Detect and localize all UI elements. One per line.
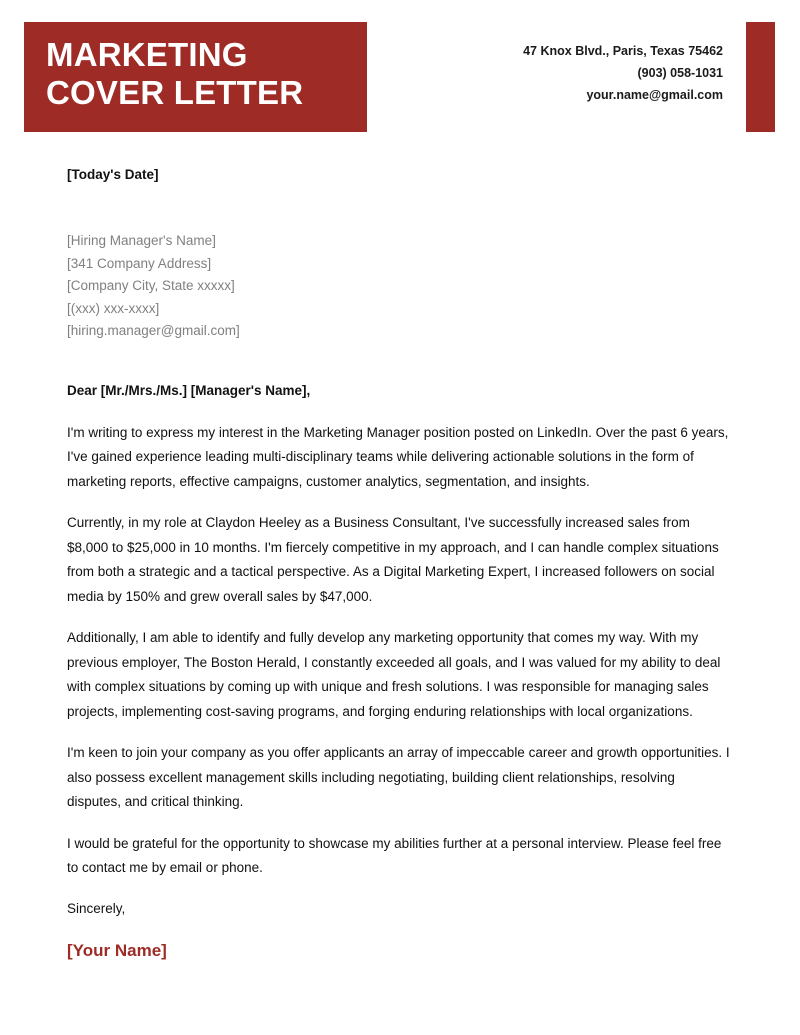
letter-paragraph-3: Additionally, I am able to identify and fully develop any marketing opportunity that comes my way. With my previous employer, The Boston Herald, I constantly exceeded all goals, and I was valued for my ability to deal with complex situations by coming up with unique and fresh solutions. I was responsible for managing sales projects, implementing cost-saving programs, and forging enduring relationships with local organizations. bbox=[67, 630, 721, 719]
recipient-city-state-zip: [Company City, State xxxxx] bbox=[67, 278, 235, 293]
letter-paragraph-1: I'm writing to express my interest in the Marketing Manager position posted on LinkedIn. Over the past 6 years, I've gained experience leading multi-disciplinary teams while delivering actionable solutions in the form of marketing reports, effective campaigns, customer analytics, segmentation, and insights. bbox=[67, 424, 729, 489]
letter-body bbox=[67, 165, 731, 962]
letter-header bbox=[0, 0, 800, 150]
recipient-street: [341 Company Address] bbox=[67, 255, 212, 271]
sender-address: 47 Knox Blvd., Paris, Texas 75462 bbox=[523, 44, 723, 58]
sender-email: your.name@gmail.com bbox=[586, 88, 723, 102]
title-banner bbox=[24, 22, 367, 132]
letter-date: [Today's Date] bbox=[67, 167, 159, 182]
document-title-line-1: MARKETING bbox=[46, 36, 248, 73]
recipient-email: [hiring.manager@gmail.com] bbox=[67, 323, 240, 338]
recipient-address-block bbox=[67, 230, 731, 343]
letter-signature: [Your Name] bbox=[67, 940, 167, 960]
sender-contact-block bbox=[423, 40, 723, 106]
letter-paragraph-5: I would be grateful for the opportunity to showcase my abilities further at a personal interview. Please feel free to contact me by email or phone. bbox=[67, 835, 722, 875]
letter-closing: Sincerely, bbox=[67, 900, 126, 916]
letter-salutation: Dear [Mr./Mrs./Ms.] [Manager's Name], bbox=[67, 382, 311, 398]
sender-phone: (903) 058-1031 bbox=[637, 66, 723, 80]
letter-paragraph-2: Currently, in my role at Claydon Heeley as a Business Consultant, I've successfully increased sales from $8,000 to $25,000 in 10 months. I'm fiercely competitive in my approach, and I can handle complex situations from both a strategic and a tactical perspective. As a Digital Marketing Expert, I increased followers on social media by 150% and grew overall sales by $47,000. bbox=[67, 515, 719, 604]
letter-paragraph-4: I'm keen to join your company as you offer applicants an array of impeccable career and growth opportunities. I also possess excellent management skills including negotiating, building client relationships, resolving disputes, and critical thinking. bbox=[67, 745, 730, 809]
recipient-name: [Hiring Manager's Name] bbox=[67, 233, 216, 248]
document-title-line-2: COVER LETTER bbox=[46, 74, 304, 111]
right-accent-bar bbox=[746, 22, 775, 132]
recipient-phone: [(xxx) xxx-xxxx] bbox=[67, 300, 160, 316]
